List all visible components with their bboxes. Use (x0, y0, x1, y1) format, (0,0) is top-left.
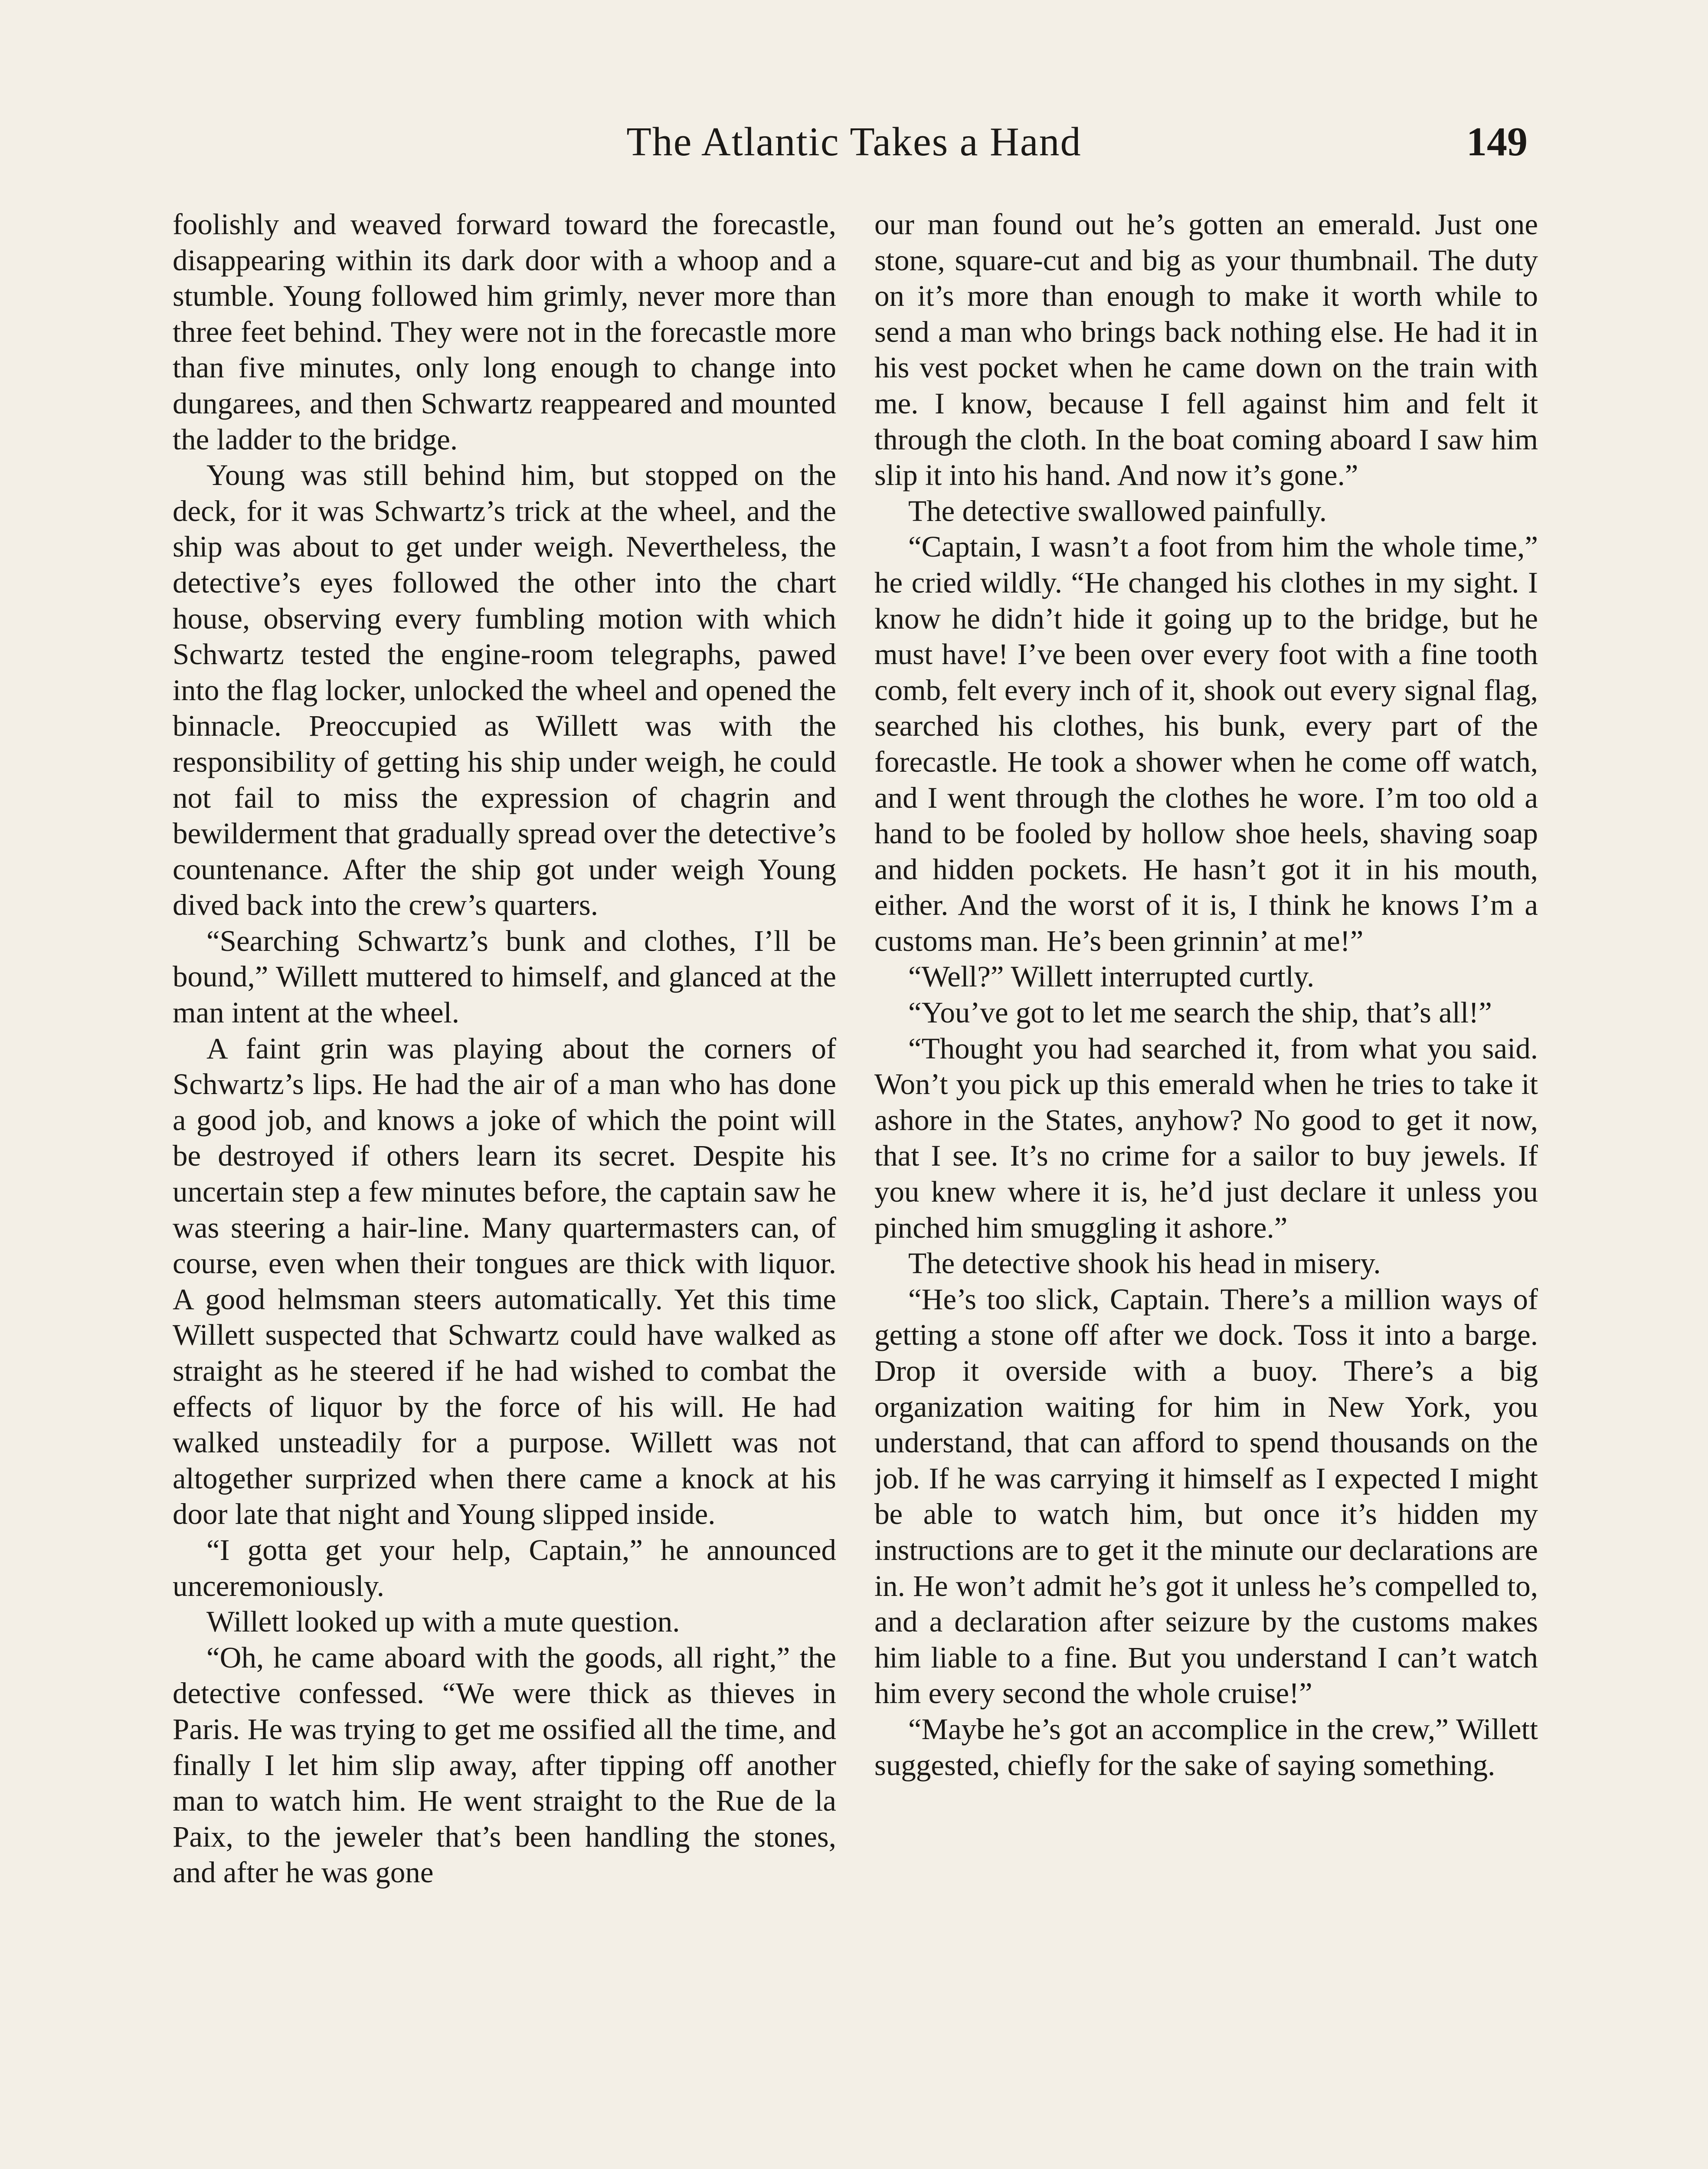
paragraph: “Captain, I wasn’t a foot from him the whole time,” he cried wildly. “He changed his clothes in my sight. I know he didn’t hide it going up to the bridge, but he must have! I’ve been over every foot with a fine tooth comb, felt every inch of it, shook out every signal flag, searched his clothes, his bunk, every part of the forecastle. He took a shower when he come off watch, and I went through the clothes he wore. I’m too old a hand to be fooled by hollow shoe heels, shaving soap and hidden pockets. He hasn’t got it in his mouth, either. And the worst of it is, I think he knows I’m a customs man. He’s been grinnin’ at me!” (874, 530, 1538, 957)
paragraph: our man found out he’s gotten an emerald. Just one stone, square-cut and big as your thumbnail. The duty on it’s more than enough to make it worth while to send a man who brings back nothing else. He had it in his vest pocket when he came down on the train with me. I know, because I fell against him and felt it through the cloth. In the boat coming aboard I saw him slip it into his hand. And now it’s gone.” (874, 208, 1538, 492)
paragraph: foolishly and weaved forward toward the forecastle, disappearing within its dark door with a whoop and a stumble. Young followed him grimly, never more than three feet behind. They were not in the forecastle more than five minutes, only long enough to change into dungarees, and then Schwartz reappeared and mounted the ladder to the bridge. (173, 208, 836, 456)
paragraph: Young was still behind him, but stopped on the deck, for it was Schwartz’s trick at the wheel, and the ship was about to get under weigh. Nevertheless, the detective’s eyes followed the other into the chart house, observing every fumbling motion with which Schwartz tested the engine-room telegraphs, pawed into the flag locker, unlocked the wheel and opened the binnacle. Preoccupied as Willett was with the responsibility of getting his ship under weigh, he could not fail to miss the expression of chagrin and bewilderment that gradually spread over the detective’s countenance. After the ship got under weigh Young dived back into the crew’s quarters. (173, 459, 836, 922)
paragraph: “Searching Schwartz’s bunk and clothes, I’ll be bound,” Willett muttered to himself, and glanced at the man intent at the wheel. (173, 924, 836, 1029)
paragraph: “Thought you had searched it, from what you said. Won’t you pick up this emerald when he tries to take it ashore in the States, anyhow? No good to get it now, that I see. It’s no crime for a sailor to buy jewels. If you knew where it is, he’d just declare it unless you pinched him smuggling it ashore.” (874, 1032, 1538, 1244)
page-number: 149 (1466, 119, 1528, 164)
paragraph: A faint grin was playing about the corners of Schwartz’s lips. He had the air of a man who has done a good job, and knows a joke of which the point will be destroyed if others learn its secret. Despite his uncertain step a few minutes before, the captain saw he was steering a hair-line. Many quartermasters can, of course, even when their tongues are thick with liquor. A good helmsman steers automatically. Yet this time Willett suspected that Schwartz could have walked as straight as he steered if he had wished to combat the effects of liquor by the force of his will. He had walked unsteadily for a purpose. Willett was not altogether surprized when there came a knock at his door late that night and Young slipped inside. (173, 1032, 836, 1531)
paragraph: Willett looked up with a mute question. (206, 1605, 680, 1638)
right-column (874, 206, 1538, 2169)
paragraph: “I gotta get your help, Captain,” he announced unceremoniously. (173, 1533, 836, 1602)
running-title: The Atlantic Takes a Hand (626, 119, 1082, 164)
paragraph: “You’ve got to let me search the ship, that’s all!” (908, 996, 1492, 1029)
paragraph: The detective shook his head in misery. (908, 1247, 1381, 1280)
running-head (0, 114, 1708, 170)
paragraph: “Well?” Willett interrupted curtly. (908, 960, 1315, 993)
paragraph: “Maybe he’s got an accomplice in the crew,” Willett suggested, chiefly for the sake of saying something. (874, 1712, 1538, 1782)
paragraph: “He’s too slick, Captain. There’s a million ways of getting a stone off after we dock. Toss it into a barge. Drop it overside with a buoy. There’s a big organization waiting for him in New York, you understand, that can afford to spend thousands on the job. If he was carrying it himself as I expected I might be able to watch him, but once it’s hidden my instructions are to get it the minute our declarations are in. He won’t admit he’s got it unless he’s compelled to, and a declaration after seizure by the customs makes him liable to a fine. But you understand I can’t watch him every second the whole cruise!” (874, 1282, 1538, 1710)
paragraph: “Oh, he came aboard with the goods, all right,” the detective confessed. “We were thick as thieves in Paris. He was trying to get me ossified all the time, and finally I let him slip away, after tipping off another man to watch him. He went straight to the Rue de la Paix, to the jeweler that’s been handling the stones, and after he was gone (173, 1641, 836, 1889)
left-column (173, 206, 836, 2169)
text-columns (173, 206, 1538, 2169)
paragraph: The detective swallowed painfully. (908, 494, 1327, 528)
